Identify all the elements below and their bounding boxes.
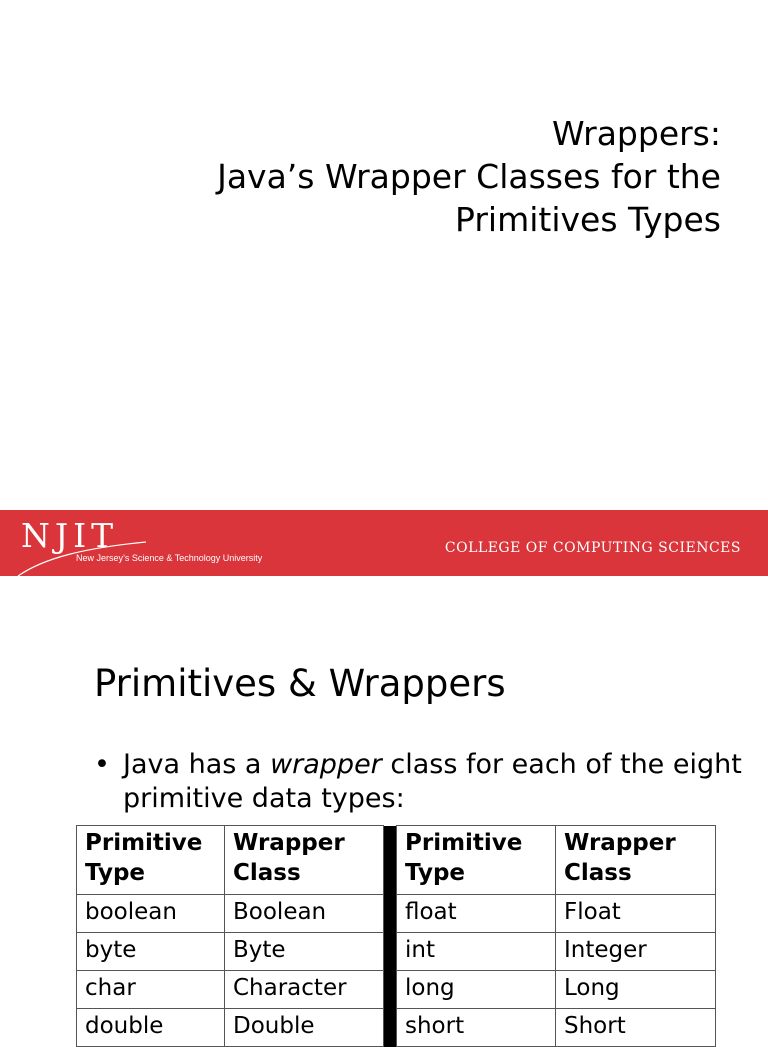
- table-row: [77, 895, 716, 933]
- table-cell: byte: [77, 933, 225, 971]
- table-cell: Float: [556, 895, 716, 933]
- header-wrapper-class-left: [225, 826, 384, 895]
- njit-logo: NJIT: [21, 516, 119, 555]
- table-header-row: [77, 826, 716, 895]
- table-divider: [384, 826, 397, 1047]
- table-cell: int: [397, 933, 556, 971]
- bullet-text-before: Java has a: [123, 749, 271, 780]
- njit-banner: [0, 510, 768, 576]
- header-text: Class: [233, 860, 301, 886]
- table-cell: Double: [225, 1009, 384, 1047]
- table-cell: short: [397, 1009, 556, 1047]
- table-cell: Integer: [556, 933, 716, 971]
- table-row: [77, 933, 716, 971]
- header-text: Primitive: [85, 830, 203, 856]
- table-cell: Boolean: [225, 895, 384, 933]
- table-row: [77, 971, 716, 1009]
- table-row: [77, 1009, 716, 1047]
- header-primitive-type-right: [397, 826, 556, 895]
- header-text: Type: [85, 860, 146, 886]
- header-primitive-type-left: [77, 826, 225, 895]
- table-cell: char: [77, 971, 225, 1009]
- slide1-title-line-1: Wrappers:: [551, 114, 721, 153]
- njit-tagline: New Jersey’s Science & Technology University: [76, 553, 263, 563]
- table-cell: double: [77, 1009, 225, 1047]
- bullet-icon: •: [94, 749, 110, 780]
- wrapper-table: [76, 825, 716, 1047]
- table-cell: long: [397, 971, 556, 1009]
- table-cell: Short: [556, 1009, 716, 1047]
- header-text: Primitive: [405, 830, 523, 856]
- bullet-text-after: class for each of the eight primitive data types:: [123, 749, 742, 814]
- wrapper-table-container: [76, 825, 716, 1047]
- slide1-title-line-2: Java’s Wrapper Classes for the: [217, 157, 721, 196]
- slide1-title: [41, 112, 721, 241]
- header-text: Class: [564, 860, 632, 886]
- table-cell: float: [397, 895, 556, 933]
- header-text: Type: [405, 860, 466, 886]
- college-name: COLLEGE OF COMPUTING SCIENCES: [444, 540, 741, 556]
- header-text: Wrapper: [233, 830, 345, 856]
- table-cell: Byte: [225, 933, 384, 971]
- slide2-title: Primitives & Wrappers: [94, 662, 506, 705]
- bullet-text: [123, 748, 743, 816]
- header-wrapper-class-right: [556, 826, 716, 895]
- header-text: Wrapper: [564, 830, 676, 856]
- slide1-title-line-3: Primitives Types: [455, 200, 721, 239]
- table-cell: Character: [225, 971, 384, 1009]
- table-cell: Long: [556, 971, 716, 1009]
- bullet-text-emphasis: wrapper: [270, 749, 382, 780]
- table-cell: boolean: [77, 895, 225, 933]
